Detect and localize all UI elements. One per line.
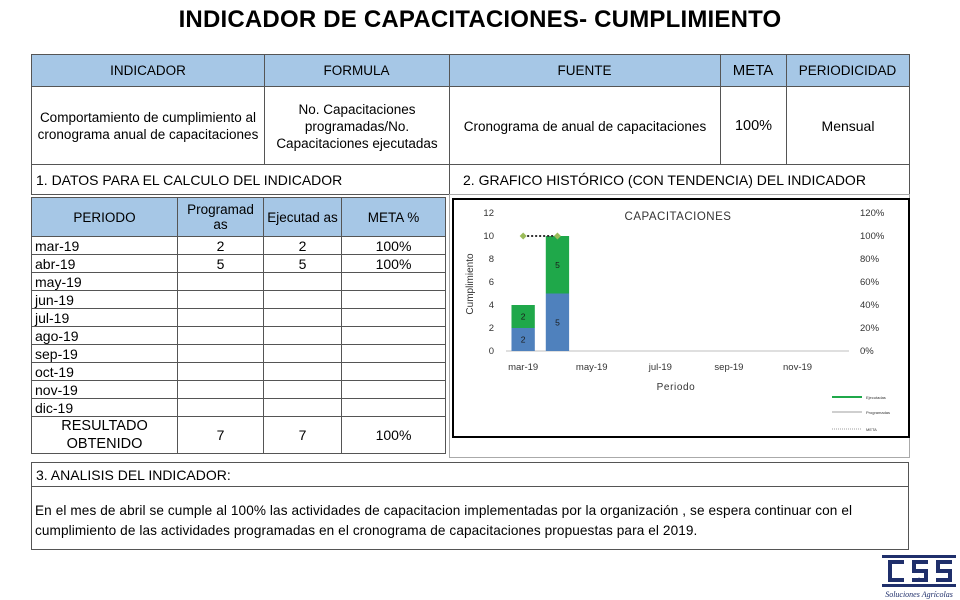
table-cell [178,381,264,399]
legend-label: Ejecutadas [866,395,886,400]
meta-point [520,233,527,240]
table-row [32,273,446,291]
table-cell: 5 [264,255,342,273]
table-cell [342,327,446,345]
logo-caption: Soluciones Agrícolas [885,590,953,599]
legend-label: META [866,427,877,432]
y2-tick-label: 120% [860,208,885,219]
table-cell [264,345,342,363]
table-cell [178,309,264,327]
y2-tick-label: 40% [860,300,880,311]
y2-tick-label: 80% [860,254,880,265]
chart-xlabel: Periodo [656,382,696,393]
table-cell [342,291,446,309]
table-cell: sep-19 [32,345,178,363]
y2-tick-label: 60% [860,277,880,288]
table-cell: 100% [342,237,446,255]
table-cell [178,291,264,309]
table-cell: jul-19 [32,309,178,327]
table-row [32,237,446,255]
table-cell [178,345,264,363]
y-tick-label: 4 [488,300,494,311]
table-cell [264,327,342,345]
definition-meta: 100% [734,117,773,134]
logo-text: CSS [917,578,921,579]
section-datos: 1. DATOS PARA EL CALCULO DEL INDICADOR [36,171,343,188]
x-tick-label: sep-19 [714,362,744,373]
table-cell [342,399,446,417]
table-cell [342,309,446,327]
bar-label: 5 [555,259,560,270]
column-header-meta: META % [342,198,446,237]
result-meta: 100% [342,417,446,454]
table-cell: oct-19 [32,363,178,381]
y2-tick-label: 100% [860,231,885,242]
table-row [32,345,446,363]
table-row [32,399,446,417]
result-row [32,417,446,454]
analysis-text: En el mes de abril se cumple al 100% las actividades de capacitacion implementadas por la organización , se espera continuar con el cumplimiento de las actividades programadas en el cronograma de capacitaciones propuestas para el 2019. [35,503,853,538]
table-cell [264,399,342,417]
x-tick-label: mar-19 [508,362,539,373]
definition-fuente: Cronograma de anual de capacitaciones [463,118,707,134]
table-row [32,381,446,399]
y-tick-label: 8 [488,254,494,265]
header-indicador: INDICADOR [32,55,264,86]
result-label: RESULTADO OBTENIDO [32,417,178,454]
table-cell [342,345,446,363]
definition-formula: No. Capacitaciones programadas/No. Capacitaciones ejecutadas [276,101,438,151]
header-periodicidad: PERIODICIDAD [786,55,909,86]
table-cell: 5 [178,255,264,273]
data-table [31,197,446,454]
table-cell: 2 [178,237,264,255]
table-cell [178,399,264,417]
y2-tick-label: 0% [860,346,874,357]
x-tick-label: nov-19 [783,362,813,373]
table-row [32,309,446,327]
y-tick-label: 2 [488,323,494,334]
analysis-heading: 3. ANALISIS DEL INDICADOR: [32,463,908,487]
table-cell [264,273,342,291]
result-programadas: 7 [178,417,264,454]
column-header-ejecutadas: Ejecutad as [264,198,342,237]
table-cell [264,381,342,399]
analysis-panel [31,462,909,550]
section-grafico: 2. GRAFICO HISTÓRICO (CON TENDENCIA) DEL INDICADOR [463,171,866,188]
capacitaciones-chart [454,200,908,436]
table-cell [342,273,446,291]
y2-tick-label: 20% [860,323,880,334]
table-row [32,255,446,273]
divider [449,164,450,195]
y-tick-label: 10 [483,231,494,242]
company-logo [876,552,960,600]
y-tick-label: 0 [488,346,494,357]
column-header-programadas: Programad as [178,198,264,237]
bar-label: 2 [520,334,526,345]
x-tick-label: may-19 [575,362,608,373]
table-cell [342,363,446,381]
table-cell: 100% [342,255,446,273]
y-tick-label: 6 [488,277,494,288]
column-header-periodo: PERIODO [32,198,178,237]
table-cell [178,273,264,291]
divider [32,86,909,87]
table-row [32,327,446,345]
table-cell [264,309,342,327]
definition-periodicidad: Mensual [821,117,875,134]
legend-label: Programadas [866,410,891,415]
header-fuente: FUENTE [449,55,720,86]
bar-label: 5 [555,317,560,328]
header-formula: FORMULA [264,55,449,86]
table-cell [178,327,264,345]
table-cell: nov-19 [32,381,178,399]
table-cell [342,381,446,399]
table-cell: 2 [264,237,342,255]
table-row [32,363,446,381]
chart-ylabel: Cumplimiento [465,253,476,315]
definition-indicador: Comportamiento de cumplimiento al cronograma anual de capacitaciones [37,110,259,142]
page-title: INDICADOR DE CAPACITACIONES- CUMPLIMIENTO [178,6,782,33]
table-cell [264,291,342,309]
table-cell [178,363,264,381]
table-cell [264,363,342,381]
table-cell: may-19 [32,273,178,291]
header-meta: META [720,55,786,86]
table-cell: ago-19 [32,327,178,345]
bar-label: 2 [520,311,526,322]
table-cell: abr-19 [32,255,178,273]
chart-container [452,198,910,438]
result-ejecutadas: 7 [264,417,342,454]
table-cell: mar-19 [32,237,178,255]
x-tick-label: jul-19 [648,362,672,373]
table-row [32,291,446,309]
table-cell: dic-19 [32,399,178,417]
chart-title: CAPACITACIONES [624,211,732,223]
y-tick-label: 12 [483,208,494,219]
table-cell: jun-19 [32,291,178,309]
